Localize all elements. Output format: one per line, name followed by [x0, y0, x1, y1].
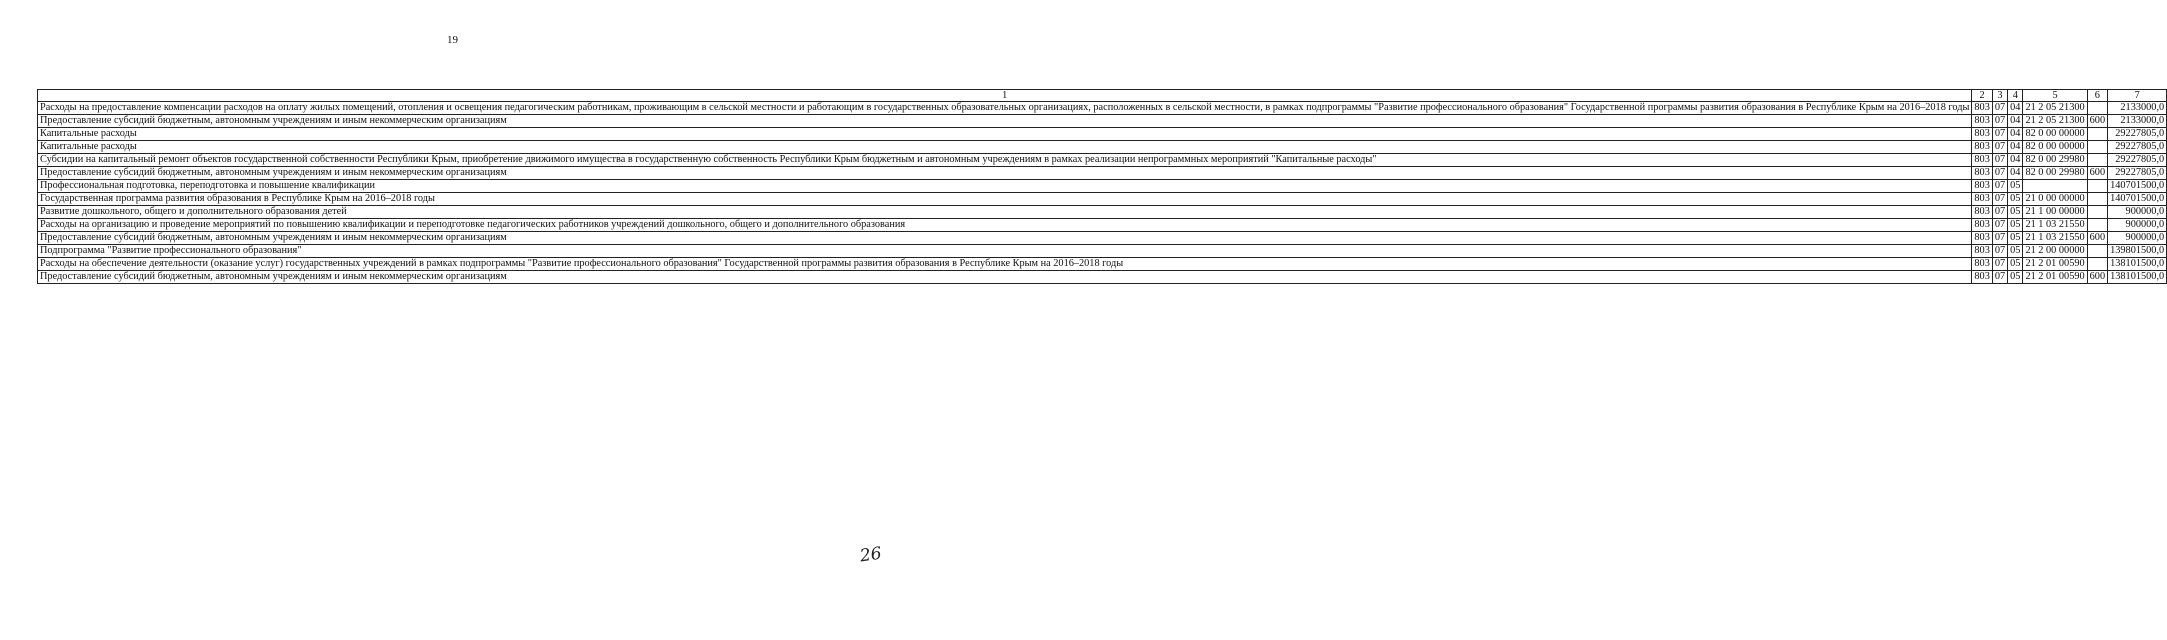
- row-code-target: 82 0 00 29980: [2023, 154, 2087, 167]
- row-code-ministry: 803: [1972, 271, 1992, 284]
- row-description: Капитальные расходы: [38, 128, 1972, 141]
- row-description: Расходы на предоставление компенсации расходов на оплату жилых помещений, отопления и освещения педагогическим работникам, проживающим в сельской местности и работающим в государственных образовательных организациях, расположенных в сельской местности, в рамках подпрограммы "Развитие профессионального образования" Государственной программы развития образования в Республике Крым на 2016–2018 годы: [38, 102, 1972, 115]
- handwritten-page-mark: 26: [858, 543, 883, 567]
- row-code-subsection: 05: [2008, 245, 2023, 258]
- row-code-expense-type: [2087, 245, 2107, 258]
- table-row: [38, 206, 2167, 219]
- row-code-ministry: 803: [1972, 258, 1992, 271]
- row-code-section: 07: [1992, 154, 2007, 167]
- row-code-section: 07: [1992, 102, 2007, 115]
- table-row: [38, 154, 2167, 167]
- row-code-expense-type: 600: [2087, 115, 2107, 128]
- row-amount: 140701500,0: [2108, 193, 2167, 206]
- table-row: [38, 245, 2167, 258]
- row-code-section: 07: [1992, 232, 2007, 245]
- table-row: [38, 115, 2167, 128]
- row-code-ministry: 803: [1972, 245, 1992, 258]
- table-row: [38, 180, 2167, 193]
- row-code-target: 21 2 05 21300: [2023, 102, 2087, 115]
- table-row: [38, 102, 2167, 115]
- col-header-6: 6: [2087, 90, 2107, 102]
- row-description: Развитие дошкольного, общего и дополнительного образования детей: [38, 206, 1972, 219]
- row-code-ministry: 803: [1972, 102, 1992, 115]
- table-row: [38, 271, 2167, 284]
- row-code-subsection: 05: [2008, 180, 2023, 193]
- table-row: [38, 167, 2167, 180]
- row-code-expense-type: [2087, 219, 2107, 232]
- row-code-target: 82 0 00 00000: [2023, 141, 2087, 154]
- row-amount: 29227805,0: [2108, 154, 2167, 167]
- row-code-section: 07: [1992, 245, 2007, 258]
- row-amount: 29227805,0: [2108, 141, 2167, 154]
- row-code-target: 21 2 01 00590: [2023, 258, 2087, 271]
- row-amount: 900000,0: [2108, 219, 2167, 232]
- row-code-subsection: 04: [2008, 115, 2023, 128]
- row-code-subsection: 05: [2008, 232, 2023, 245]
- row-code-target: 21 2 05 21300: [2023, 115, 2087, 128]
- row-amount: 29227805,0: [2108, 167, 2167, 180]
- row-code-ministry: 803: [1972, 180, 1992, 193]
- row-description: Расходы на организацию и проведение мероприятий по повышению квалификации и переподготовке педагогических работников учреждений дошкольного, общего и дополнительного образования: [38, 219, 1972, 232]
- header-row: [38, 90, 2167, 102]
- row-code-expense-type: [2087, 180, 2107, 193]
- row-code-section: 07: [1992, 271, 2007, 284]
- row-code-ministry: 803: [1972, 167, 1992, 180]
- row-amount: 900000,0: [2108, 206, 2167, 219]
- row-code-subsection: 05: [2008, 258, 2023, 271]
- table-row: [38, 128, 2167, 141]
- row-code-subsection: 05: [2008, 219, 2023, 232]
- row-description: Профессиональная подготовка, переподготовка и повышение квалификации: [38, 180, 1972, 193]
- row-code-target: 21 1 03 21550: [2023, 219, 2087, 232]
- table-row: [38, 219, 2167, 232]
- row-code-subsection: 05: [2008, 271, 2023, 284]
- row-code-expense-type: [2087, 141, 2107, 154]
- row-code-ministry: 803: [1972, 219, 1992, 232]
- row-description: Капитальные расходы: [38, 141, 1972, 154]
- row-description: Расходы на обеспечение деятельности (оказание услуг) государственных учреждений в рамках подпрограммы "Развитие профессионального образования" Государственной программы развития образования в Республике Крым на 2016–2018 годы: [38, 258, 1972, 271]
- budget-table: [37, 89, 2167, 284]
- col-header-4: 4: [2008, 90, 2023, 102]
- row-code-section: 07: [1992, 258, 2007, 271]
- row-description: Предоставление субсидий бюджетным, автономным учреждениям и иным некоммерческим организациям: [38, 271, 1972, 284]
- row-amount: 139801500,0: [2108, 245, 2167, 258]
- row-amount: 29227805,0: [2108, 128, 2167, 141]
- row-amount: 140701500,0: [2108, 180, 2167, 193]
- row-amount: 138101500,0: [2108, 271, 2167, 284]
- row-code-subsection: 04: [2008, 102, 2023, 115]
- row-code-expense-type: 600: [2087, 271, 2107, 284]
- row-code-section: 07: [1992, 141, 2007, 154]
- row-amount: 138101500,0: [2108, 258, 2167, 271]
- row-code-ministry: 803: [1972, 128, 1992, 141]
- row-code-ministry: 803: [1972, 206, 1992, 219]
- table-row: [38, 141, 2167, 154]
- row-description: Субсидии на капитальный ремонт объектов государственной собственности Республики Крым, приобретение движимого имущества в государственную собственность Республики Крым бюджетным и автономным учреждениям в рамках реализации непрограммных мероприятий "Капитальные расходы": [38, 154, 1972, 167]
- row-code-target: 82 0 00 00000: [2023, 128, 2087, 141]
- row-code-target: 21 2 00 00000: [2023, 245, 2087, 258]
- row-code-section: 07: [1992, 206, 2007, 219]
- row-code-ministry: 803: [1972, 154, 1992, 167]
- row-code-expense-type: 600: [2087, 232, 2107, 245]
- col-header-2: 2: [1972, 90, 1992, 102]
- row-code-ministry: 803: [1972, 141, 1992, 154]
- row-code-expense-type: [2087, 258, 2107, 271]
- row-description: Подпрограмма "Развитие профессионального образования": [38, 245, 1972, 258]
- table-row: [38, 258, 2167, 271]
- row-description: Государственная программа развития образования в Республике Крым на 2016–2018 годы: [38, 193, 1972, 206]
- row-code-ministry: 803: [1972, 193, 1992, 206]
- row-code-target: 21 0 00 00000: [2023, 193, 2087, 206]
- col-header-7: 7: [2108, 90, 2167, 102]
- row-code-section: 07: [1992, 180, 2007, 193]
- row-code-ministry: 803: [1972, 232, 1992, 245]
- col-header-3: 3: [1992, 90, 2007, 102]
- row-code-expense-type: 600: [2087, 167, 2107, 180]
- row-code-expense-type: [2087, 193, 2107, 206]
- row-code-subsection: 04: [2008, 167, 2023, 180]
- row-description: Предоставление субсидий бюджетным, автономным учреждениям и иным некоммерческим организациям: [38, 167, 1972, 180]
- row-amount: 2133000,0: [2108, 115, 2167, 128]
- row-code-section: 07: [1992, 167, 2007, 180]
- row-code-section: 07: [1992, 193, 2007, 206]
- row-code-expense-type: [2087, 154, 2107, 167]
- row-code-target: 21 2 01 00590: [2023, 271, 2087, 284]
- page-number: 19: [447, 34, 458, 46]
- table-row: [38, 232, 2167, 245]
- col-header-1: 1: [38, 90, 1972, 102]
- row-code-section: 07: [1992, 128, 2007, 141]
- row-code-subsection: 04: [2008, 128, 2023, 141]
- row-code-subsection: 05: [2008, 206, 2023, 219]
- table-row: [38, 193, 2167, 206]
- row-code-target: 21 1 03 21550: [2023, 232, 2087, 245]
- row-code-expense-type: [2087, 102, 2107, 115]
- row-amount: 2133000,0: [2108, 102, 2167, 115]
- row-code-expense-type: [2087, 206, 2107, 219]
- row-description: Предоставление субсидий бюджетным, автономным учреждениям и иным некоммерческим организациям: [38, 115, 1972, 128]
- row-description: Предоставление субсидий бюджетным, автономным учреждениям и иным некоммерческим организациям: [38, 232, 1972, 245]
- row-code-expense-type: [2087, 128, 2107, 141]
- row-code-section: 07: [1992, 115, 2007, 128]
- row-code-subsection: 05: [2008, 193, 2023, 206]
- row-code-ministry: 803: [1972, 115, 1992, 128]
- row-code-target: 82 0 00 29980: [2023, 167, 2087, 180]
- row-code-subsection: 04: [2008, 141, 2023, 154]
- col-header-5: 5: [2023, 90, 2087, 102]
- row-code-target: 21 1 00 00000: [2023, 206, 2087, 219]
- row-code-section: 07: [1992, 219, 2007, 232]
- row-amount: 900000,0: [2108, 232, 2167, 245]
- row-code-target: [2023, 180, 2087, 193]
- row-code-subsection: 04: [2008, 154, 2023, 167]
